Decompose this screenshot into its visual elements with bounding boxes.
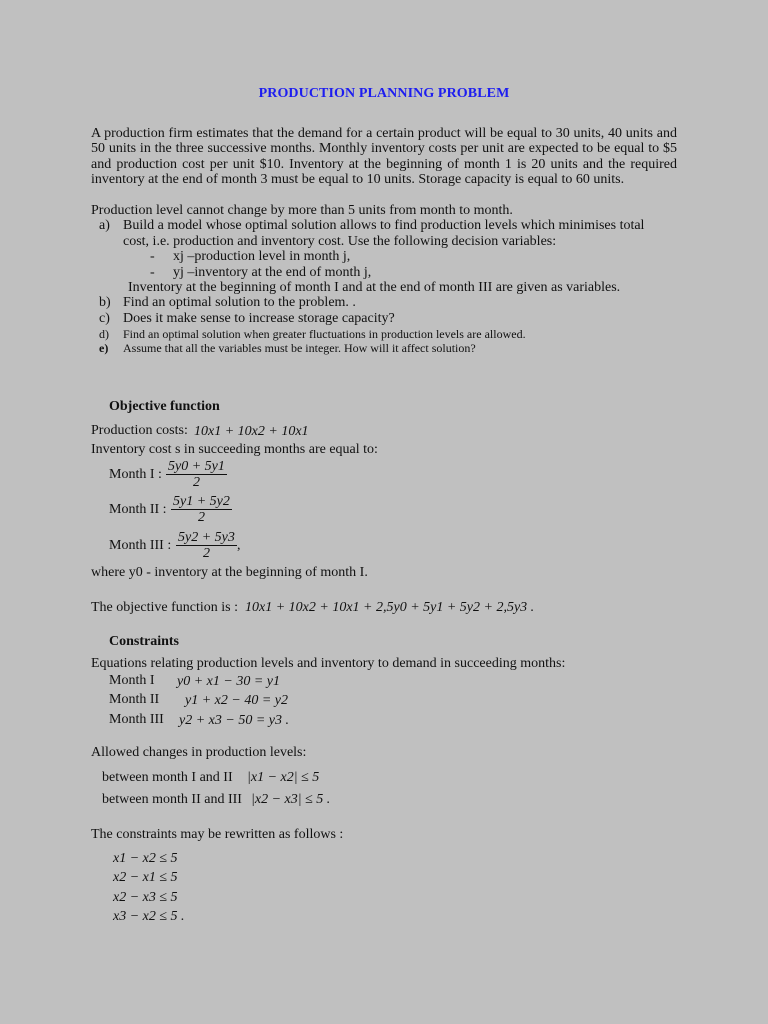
obj-month2-denominator: 2 [197,510,205,525]
decision-var-y: yj –inventory at the end of month j, [173,265,372,280]
obj-month2-numerator: 5y1 + 5y2 [173,494,230,509]
where-text: where y0 - inventory at the beginning of month I. [91,565,368,580]
inventory-intro: Inventory cost s in succeeding months are equal to: [91,442,378,457]
constraints-heading: Constraints [109,634,180,649]
inequality-1: x1 − x2 ≤ 5 [113,851,178,866]
obj-month2-fraction [171,494,232,525]
obj-month3-label: Month III : [109,538,172,553]
obj-month3-denominator: 2 [202,546,210,561]
item-b-text: Find an optimal solution to the problem. . [123,295,356,310]
rewritten-intro: The constraints may be rewritten as follows : [91,827,344,842]
item-b-marker: b) [99,295,111,310]
dash-1: - [150,249,155,264]
con-month2-label: Month II [109,692,160,707]
obj-month3-numerator: 5y2 + 5y3 [178,530,235,545]
allowed-changes: Allowed changes in production levels: [91,745,307,760]
obj-month3-fraction [176,530,237,561]
between-2-3: between month II and III [102,792,242,807]
production-costs-label: Production costs: [91,423,188,438]
item-a-marker: a) [99,218,110,233]
abs-constraint-1-2: |x1 − x2| ≤ 5 [247,770,320,785]
equations-intro: Equations relating production levels and inventory to demand in succeeding months: [91,656,566,671]
inequality-2: x2 − x1 ≤ 5 [113,870,178,885]
decision-var-x: xj –production level in month j, [173,249,351,264]
objective-expr: 10x1 + 10x2 + 10x1 + 2,5y0 + 5y1 + 5y2 + 2,5y3 . [245,600,535,615]
intro-paragraph: A production firm estimates that the demand for a certain product will be equal to 30 units, 40 units and 50 units in the three successive months. Monthly inventory costs per unit are expected to be equal to $5 and production cost per unit $10. Inventory at the beginning of month 1 is 20 units and the required inventory at the end of month 3 must be equal to 10 units. Storage capacity is equal to 60 units. [91,126,677,188]
production-costs-expr: 10x1 + 10x2 + 10x1 [194,424,309,439]
item-e-text: Assume that all the variables must be integer. How will it affect solution? [123,341,476,355]
inequality-3: x2 − x3 ≤ 5 [113,890,178,905]
con-month2-eq: y1 + x2 − 40 = y2 [185,693,288,708]
between-1-2: between month I and II [102,770,233,785]
page-title: PRODUCTION PLANNING PROBLEM [258,86,510,101]
abs-constraint-2-3: |x2 − x3| ≤ 5 . [251,792,331,807]
inventory-note: Inventory at the beginning of month I and at the end of month III are given as variables. [128,280,621,295]
item-d-marker: d) [99,327,109,341]
objective-label: The objective function is : [91,600,238,615]
item-a-line1: Build a model whose optimal solution allows to find production levels which minimises total [123,218,645,233]
obj-month1-denominator: 2 [192,475,200,490]
con-month1-label: Month I [109,673,155,688]
objective-heading: Objective function [109,399,220,414]
item-a-line2: cost, i.e. production and inventory cost. Use the following decision variables: [123,234,557,249]
item-c-marker: c) [99,311,110,326]
con-month1-eq: y0 + x1 − 30 = y1 [177,674,280,689]
item-c-text: Does it make sense to increase storage capacity? [123,311,395,326]
obj-month1-label: Month I : [109,467,162,482]
item-d-text: Find an optimal solution when greater fluctuations in production levels are allowed. [123,327,526,341]
dash-2: - [150,265,155,280]
obj-month2-label: Month II : [109,502,167,517]
con-month3-label: Month III [109,712,164,727]
con-month3-eq: y2 + x3 − 50 = y3 . [179,713,289,728]
obj-month3-comma: , [237,538,241,553]
obj-month1-fraction [166,459,227,490]
inequality-4: x3 − x2 ≤ 5 . [113,909,185,924]
obj-month1-numerator: 5y0 + 5y1 [168,459,225,474]
production-change-text: Production level cannot change by more than 5 units from month to month. [91,203,513,218]
item-e-marker: e) [99,341,109,355]
